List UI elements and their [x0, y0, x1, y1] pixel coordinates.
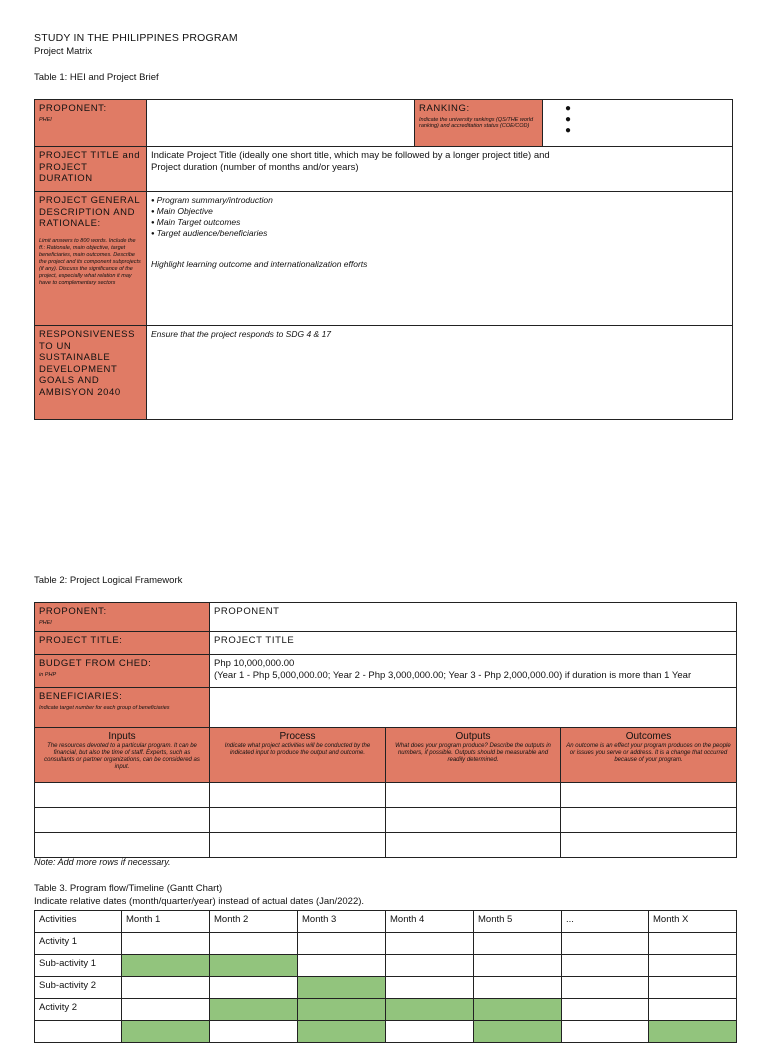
gantt-cell[interactable]	[386, 955, 474, 977]
table-cell[interactable]	[386, 783, 561, 808]
lf-benef-sub: Indicate target number for each group of beneficiaries	[39, 704, 170, 711]
table-row	[35, 999, 737, 1021]
inputs-title: Inputs	[108, 731, 136, 742]
gantt-header-cell: Month X	[649, 911, 737, 933]
table-cell[interactable]	[35, 808, 210, 833]
table2-caption: Table 2: Project Logical Framework	[34, 575, 183, 586]
table2-note: Note: Add more rows if necessary.	[34, 857, 171, 867]
ranking-bullets	[547, 103, 728, 136]
resp-value-cell[interactable]	[147, 326, 733, 420]
table-cell[interactable]	[561, 808, 737, 833]
project-brief-table	[34, 99, 733, 420]
bullet-icon: ●	[565, 125, 572, 136]
ranking-value-cell[interactable]	[543, 100, 733, 147]
lf-budget-label: BUDGET FROM CHED:	[39, 658, 152, 669]
gantt-cell-filled[interactable]	[298, 977, 386, 999]
desc-bullet-1: ● Program summary/introduction	[151, 195, 728, 206]
ranking-label: RANKING:	[419, 103, 470, 114]
lf-proponent-label-cell	[35, 603, 210, 632]
process-title: Process	[279, 731, 316, 742]
desc-sub: Limit answers to 800 words. Include the ff.: Rationale, main objective, target beneficiaries, main outcomes. Describe the project and its component subprojects (if any). Discuss the significance of the project, especially what relation it may have to complementary sectors	[39, 237, 141, 286]
desc-highlight: Highlight learning outcome and internationalization efforts	[151, 259, 368, 269]
gantt-cell[interactable]	[474, 933, 562, 955]
table-cell[interactable]	[35, 783, 210, 808]
col-head-inputs	[35, 728, 210, 783]
table-row	[35, 833, 737, 858]
gantt-header-cell: Month 2	[210, 911, 298, 933]
proponent-label: PROPONENT:	[39, 103, 107, 114]
desc-value-cell[interactable]	[147, 192, 733, 326]
resp-label-cell	[35, 326, 147, 420]
gantt-cell[interactable]	[562, 955, 649, 977]
col-head-outcomes	[561, 728, 737, 783]
lf-title-value-cell[interactable]	[210, 632, 737, 655]
proponent-value-cell[interactable]	[147, 100, 415, 147]
desc-bullet-2: ● Main Objective	[151, 206, 728, 217]
gantt-cell[interactable]	[386, 933, 474, 955]
gantt-header-cell: Month 4	[386, 911, 474, 933]
table-cell[interactable]	[210, 783, 386, 808]
lf-title-label: PROJECT TITLE:	[39, 635, 123, 646]
gantt-header-cell: Month 5	[474, 911, 562, 933]
table-row	[35, 933, 737, 955]
desc-bullet-4: ● Target audience/beneficiaries	[151, 228, 728, 239]
lf-budget-label-cell	[35, 655, 210, 688]
title-value-line2: Project duration (number of months and/or years)	[151, 161, 359, 173]
gantt-cell[interactable]	[122, 999, 210, 1021]
table-row	[35, 808, 737, 833]
document-subtitle: Project Matrix	[34, 46, 93, 57]
table-cell[interactable]	[210, 808, 386, 833]
lf-proponent-label: PROPONENT:	[39, 606, 107, 617]
table1-caption: Table 1: HEI and Project Brief	[34, 72, 159, 83]
lf-proponent-value: PROPONENT	[214, 606, 280, 617]
gantt-header-cell: Activities	[35, 911, 122, 933]
gantt-activity-label: Sub-activity 2	[35, 977, 122, 999]
desc-label-cell	[35, 192, 147, 326]
resp-value: Ensure that the project responds to SDG 4 & 17	[151, 329, 332, 339]
gantt-activity-label: Activity 2	[35, 999, 122, 1021]
desc-label: PROJECT GENERAL DESCRIPTION AND RATIONALE:	[39, 195, 140, 229]
lf-budget-sub: in PHP	[39, 671, 57, 678]
gantt-activity-label: Sub-activity 1	[35, 955, 122, 977]
gantt-cell[interactable]	[562, 933, 649, 955]
ranking-label-cell	[415, 100, 543, 147]
title-value-cell[interactable]	[147, 147, 733, 192]
resp-label: RESPONSIVENESS TO UN SUSTAINABLE DEVELOPMENT GOALS AND AMBISYON 2040	[39, 329, 136, 398]
gantt-cell[interactable]	[298, 933, 386, 955]
lf-benef-value-cell[interactable]	[210, 688, 737, 728]
gantt-cell-filled[interactable]	[122, 955, 210, 977]
table-cell[interactable]	[386, 833, 561, 858]
table-row	[35, 977, 737, 999]
ranking-sub: Indicate the university rankings (QS/THE world ranking) and accreditation status (COE/COD)	[419, 116, 534, 129]
gantt-activity-label: Activity 1	[35, 933, 122, 955]
title-label-cell	[35, 147, 147, 192]
gantt-cell[interactable]	[562, 977, 649, 999]
gantt-cell[interactable]	[122, 933, 210, 955]
gantt-header-cell: Month 3	[298, 911, 386, 933]
gantt-cell-filled[interactable]	[386, 999, 474, 1021]
gantt-cell-filled[interactable]	[298, 999, 386, 1021]
lf-proponent-value-cell[interactable]	[210, 603, 737, 632]
gantt-cell-filled[interactable]	[210, 955, 298, 977]
table-cell[interactable]	[35, 833, 210, 858]
lf-title-value: PROJECT TITLE	[214, 635, 295, 646]
col-head-outputs	[386, 728, 561, 783]
gantt-header-row	[35, 911, 737, 933]
gantt-cell[interactable]	[474, 977, 562, 999]
table-cell[interactable]	[561, 833, 737, 858]
lf-budget-value-cell[interactable]	[210, 655, 737, 688]
gantt-cell[interactable]	[562, 999, 649, 1021]
gantt-cell[interactable]	[649, 977, 737, 999]
outputs-desc: What does your program produce? Describe the outputs in numbers, if possible. Outputs should be measurable and readily determined.	[395, 742, 551, 763]
lf-benef-label-cell	[35, 688, 210, 728]
table-cell[interactable]	[561, 783, 737, 808]
logical-framework-table	[34, 602, 737, 858]
inputs-desc: The resources devoted to a particular program. It can be financial, but also the time of staff. Experts, such as consultants or partner organizations, can be considered as input.	[44, 742, 200, 771]
title-label: PROJECT TITLE and PROJECT DURATION	[39, 150, 141, 184]
gantt-cell[interactable]	[649, 955, 737, 977]
outcomes-title: Outcomes	[625, 731, 672, 742]
gantt-table	[34, 910, 737, 1043]
lf-benef-label: BENEFICIARIES:	[39, 691, 123, 702]
gantt-cell[interactable]	[386, 977, 474, 999]
bullet-icon: ●	[565, 114, 572, 125]
table-row	[35, 955, 737, 977]
title-value-line1: Indicate Project Title (ideally one short title, which may be followed by a longer project title) and	[151, 150, 550, 161]
gantt-cell[interactable]	[122, 977, 210, 999]
proponent-label-cell	[35, 100, 147, 147]
gantt-cell-filled[interactable]	[210, 999, 298, 1021]
process-desc: Indicate what project activities will be conducted by the indicated input to produce the output and outcome.	[224, 742, 371, 756]
gantt-header-cell: Month 1	[122, 911, 210, 933]
table3-caption-sub: Indicate relative dates (month/quarter/year) instead of actual dates (Jan/2022).	[34, 896, 365, 907]
table-cell[interactable]	[210, 833, 386, 858]
gantt-cell[interactable]	[649, 999, 737, 1021]
bullet-icon: ●	[565, 103, 572, 114]
gantt-header-cell: ...	[562, 911, 649, 933]
lf-budget-value-2: (Year 1 - Php 5,000,000.00; Year 2 - Php 3,000,000.00; Year 3 - Php 2,000,000.00) if duration is more than 1 Year	[214, 669, 692, 681]
table-row	[35, 783, 737, 808]
lf-title-label-cell	[35, 632, 210, 655]
gantt-cell[interactable]	[649, 933, 737, 955]
gantt-cell[interactable]	[210, 933, 298, 955]
table-cell[interactable]	[386, 808, 561, 833]
gantt-cell[interactable]	[474, 955, 562, 977]
gantt-cell[interactable]	[210, 977, 298, 999]
lf-proponent-sub: PHEI	[39, 619, 52, 626]
proponent-sub: PHEI	[39, 116, 52, 123]
lf-budget-value-1: Php 10,000,000.00	[214, 658, 295, 669]
gantt-cell-filled[interactable]	[474, 999, 562, 1021]
outcomes-desc: An outcome is an effect your program produces on the people or issues you serve or address. It is a change that occurred because of your program.	[566, 742, 731, 763]
outputs-title: Outputs	[455, 731, 491, 742]
desc-bullet-3: ● Main Target outcomes	[151, 217, 728, 228]
gantt-cell[interactable]	[298, 955, 386, 977]
col-head-process	[210, 728, 386, 783]
desc-bullets	[151, 195, 728, 239]
table3-caption: Table 3. Program flow/Timeline (Gantt Chart)	[34, 883, 223, 894]
program-title: STUDY IN THE PHILIPPINES PROGRAM	[34, 32, 238, 44]
